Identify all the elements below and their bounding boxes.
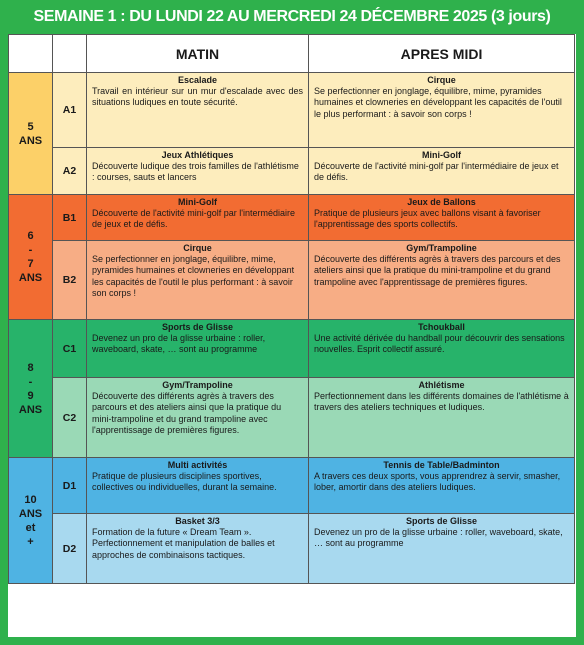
activity-description: Perfectionnement dans les différents domaines de l'athlétisme à travers des ateliers techniques et ludiques. [314,391,569,413]
activity-description: Se perfectionner en jonglage, équilibre, mime, pyramides humaines et clowneries en développant les capacités de l'outil le plus performant : à savoir son corps ! [314,86,562,119]
table-row [9,73,575,148]
activity-description: Travail en intérieur sur un mur d'escalade avec des situations ludiques en toute sécurité. [92,86,303,108]
table-row [9,241,575,320]
afternoon-activity [309,195,575,241]
activity-title: Jeux de Ballons [407,197,476,207]
activity-title: Jeux Athlétiques [161,150,234,160]
morning-activity [87,148,309,195]
table-row [9,148,575,195]
table-row [9,378,575,458]
morning-activity [87,241,309,320]
activity-title: Sports de Glisse [161,322,234,332]
age-group-10-plus: 10 ANS et + [9,458,53,584]
morning-activity [87,378,309,458]
afternoon-activity [309,320,575,378]
activity-title: Tennis de Table/Badminton [383,460,500,470]
activity-description: A travers ces deux sports, vous apprendrez à servir, smasher, lober, amortir dans des ateliers ludiques. [314,471,561,493]
activity-description: Devenez un pro de la glisse urbaine : roller, waveboard, skate, … sont au programme [92,333,266,355]
activity-title: Sports de Glisse [405,516,478,526]
activity-description: Découverte de l'activité mini-golf par l'intermédiaire de jeux et de défis. [92,208,296,230]
corner-cell [9,35,53,73]
morning-activity [87,514,309,584]
afternoon-activity [309,241,575,320]
table-row [9,320,575,378]
table-row [9,195,575,241]
afternoon-activity [309,148,575,195]
afternoon-activity [309,514,575,584]
morning-header: MATIN [87,35,309,73]
activity-description: Devenez un pro de la glisse urbaine : roller, waveboard, skate, … sont au programme [314,527,563,549]
group-code: B1 [53,195,87,241]
morning-activity [87,320,309,378]
group-code: C2 [53,378,87,458]
activity-description: Découverte de l'activité mini-golf par l'intermédiaire de jeux et de défis. [314,161,559,183]
activity-title: Tchoukball [418,322,465,332]
group-code: C1 [53,320,87,378]
afternoon-activity [309,458,575,514]
schedule-panel [8,34,576,637]
group-code: A1 [53,73,87,148]
group-code: B2 [53,241,87,320]
activity-description: Pratique de plusieurs disciplines sportives, collectives ou individuelles, durant la semaine. [92,471,277,493]
activity-description: Une activité dérivée du handball pour découvrir des sensations nouvelles. Esprit collectif assuré. [314,333,565,355]
activity-title: Gym/Trampoline [406,243,477,253]
activity-title: Multi activités [167,460,228,470]
afternoon-activity [309,378,575,458]
age-group-5: 5 ANS [9,73,53,195]
table-row [9,514,575,584]
morning-activity [87,458,309,514]
group-code: D2 [53,514,87,584]
activity-description: Se perfectionner en jonglage, équilibre, mime, pyramides humaines et clowneries en développant les capacités de l'outil le plus performant : à savoir son corps ! [92,254,295,299]
morning-activity [87,73,309,148]
activity-title: Mini-Golf [178,197,217,207]
table-row [9,458,575,514]
afternoon-activity [309,73,575,148]
age-group-6-7: 6 - 7 ANS [9,195,53,320]
activity-title: Basket 3/3 [175,516,220,526]
activity-description: Découverte des différents agrès à travers des parcours et des ateliers ainsi que la pratique du mini-trampoline et du grand trampoline avec l'apprentissage de premières figures. [314,254,561,287]
activity-description: Découverte des différents agrès à travers des parcours et des ateliers ainsi que la pratique du mini-trampoline et du grand trampoline avec l'apprentissage de premières figures. [92,391,282,436]
morning-activity [87,195,309,241]
corner-cell [53,35,87,73]
activity-title: Mini-Golf [422,150,461,160]
schedule-table [8,34,575,584]
activity-description: Pratique de plusieurs jeux avec ballons visant à favoriser l'apprentissage des sports collectifs. [314,208,541,230]
activity-description: Découverte ludique des trois familles de l'athlétisme : courses, sauts et lancers [92,161,299,183]
activity-title: Cirque [427,75,456,85]
activity-title: Escalade [177,75,218,85]
group-code: A2 [53,148,87,195]
activity-title: Gym/Trampoline [162,380,233,390]
age-group-8-9: 8 - 9 ANS [9,320,53,458]
page-title: SEMAINE 1 : DU LUNDI 22 AU MERCREDI 24 DÉCEMBRE 2025 (3 jours) [33,8,551,25]
activity-title: Athlétisme [418,380,465,390]
header-row [9,35,575,73]
group-code: D1 [53,458,87,514]
afternoon-header: APRES MIDI [309,35,575,73]
activity-title: Cirque [183,243,212,253]
activity-description: Formation de la future « Dream Team ». Perfectionnement et manipulation de balles et approches de combinaisons tactiques. [92,527,275,560]
